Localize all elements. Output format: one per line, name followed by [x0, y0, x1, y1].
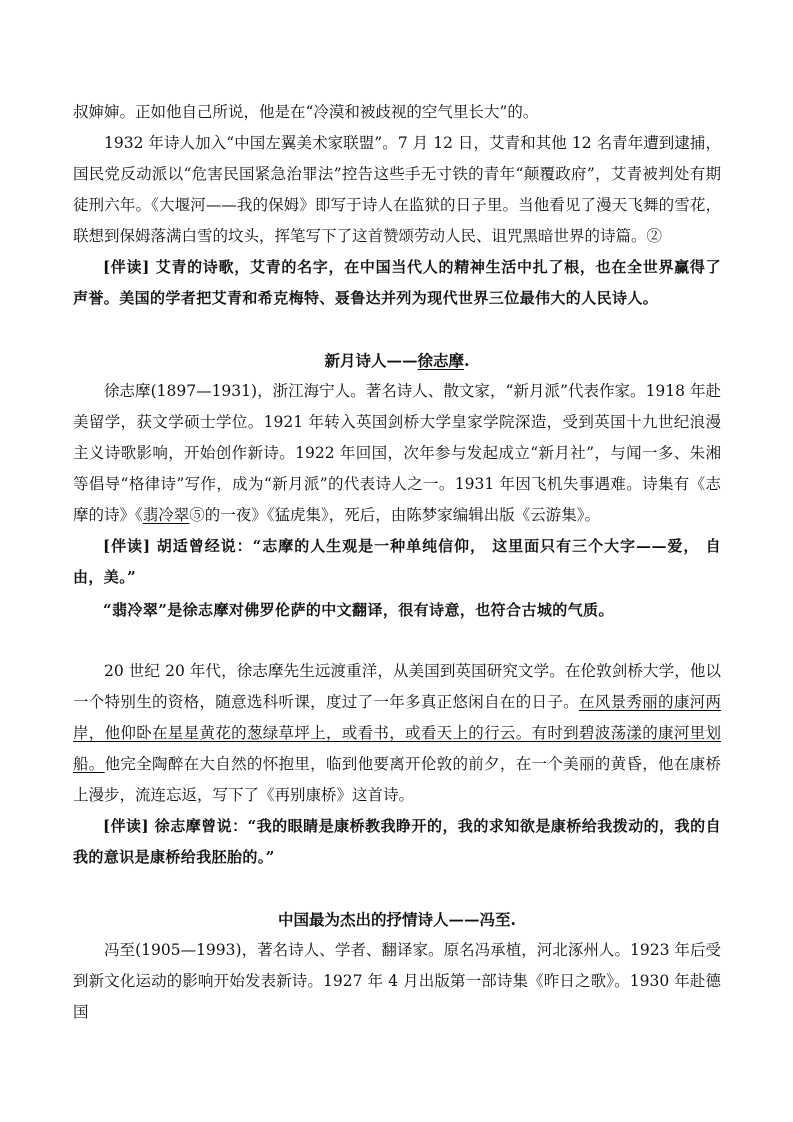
companion-reading-note-aiqing: [伴读] 艾青的诗歌，艾青的名字，在中国当代人的精神生活中扎了根，也在全世界赢得了声誉。美国的学者把艾青和希克梅特、聂鲁达并列为现代世界三位最伟大的人民诗人。	[73, 258, 721, 307]
section-spacer	[73, 873, 721, 905]
bio-underlined-term: 翡冷翠	[142, 506, 190, 524]
heading-suffix: .	[464, 351, 470, 370]
companion-reading-note-hushi: [伴读] 胡适曾经说：“志摩的人生观是一种单纯信仰， 这里面只有三个大字——爱， 自由，美。”	[73, 537, 721, 586]
section-spacer	[73, 314, 721, 346]
paragraph-1932-arrest: 1932 年诗人加入“中国左翼美术家联盟”。7 月 12 日，艾青和其他 12 名青年遭到逮捕，国民党反动派以“危害民国紧急治罪法”控告这些手无寸铁的青年“颠覆政府”，艾青被判处有期徒刑六年。《大堰河——我的保姆》即写于诗人在监狱的日子里。当他看见了漫天飞舞的雪花，联想到保姆落满白雪的坟头，挥笔写下了这首赞颂劳动人民、诅咒黑暗世界的诗篇。②	[73, 134, 721, 245]
section-heading-xu-zhimo	[73, 346, 721, 376]
paragraph-feng-biography: 冯至(1905—1993)，著名诗人、学者、翻译家。原名冯承植，河北涿州人。1923 年后受到新文化运动的影响开始发表新诗。1927 年 4 月出版第一部诗集《昨日之歌》。1930 年赴德国	[73, 941, 721, 1021]
page-body	[73, 97, 721, 1028]
section-heading-feng-zhi: 中国最为杰出的抒情诗人——冯至.	[278, 910, 516, 929]
paragraph-continuation: 叔婶婶。正如他自己所说，他是在“冷漠和被歧视的空气里长大”的。	[73, 103, 539, 121]
paragraph-xu-biography	[73, 376, 721, 531]
heading-name: 徐志摩	[417, 351, 465, 370]
story-text: 20 世纪 20 年代，徐志摩先生远渡重洋，从美国到英国研究文学。在伦敦剑桥大学，他以一个特别生的资格，随意选科听课，度过了一年多真正悠闲自在的日子。	[73, 662, 721, 711]
story-underlined-passage: 在风景秀丽的康河两岸，他仰卧在星星黄花的葱绿草坪上，或看书，或看天上的行云。有时到碧波荡漾的康河里划船。	[73, 693, 721, 773]
story-text-after: 他完全陶醉在大自然的怀抱里，临到他要离开伦敦的前夕，在一个美丽的黄昏，他在康桥上漫步，流连忘返，写下了《再别康桥》这首诗。	[73, 755, 721, 804]
companion-reading-note-cambridge: [伴读] 徐志摩曾说：“我的眼睛是康桥教我睁开的，我的求知欲是康桥给我拨动的，我的自我的意识是康桥给我胚胎的。”	[73, 817, 721, 866]
paragraph-cambridge-story	[73, 656, 721, 811]
heading-prefix: 新月诗人——	[324, 351, 418, 370]
companion-reading-note-feilengcui: “翡冷翠”是徐志摩对佛罗伦萨的中文翻译，很有诗意，也符合古城的气质。	[103, 601, 614, 619]
bio-text-after: ⑤的一夜》《猛虎集》，死后，由陈梦家编辑出版《云游集》。	[189, 506, 601, 524]
bio-text: 徐志摩(1897—1931)，浙江海宁人。著名诗人、散文家，“新月派”代表作家。1918 年赴美留学，获文学硕士学位。1921 年转入英国剑桥大学皇家学院深造，受到英国十九世纪浪漫主义诗歌影响，开始创作新诗。1922 年回国，次年参与发起成立“新月社”，与闻一多、朱湘等倡导“格律诗”写作，成为“新月派”的代表诗人之一。1931 年因飞机失事遇难。诗集有《志摩的诗》《	[73, 382, 721, 524]
section-spacer	[73, 626, 721, 656]
